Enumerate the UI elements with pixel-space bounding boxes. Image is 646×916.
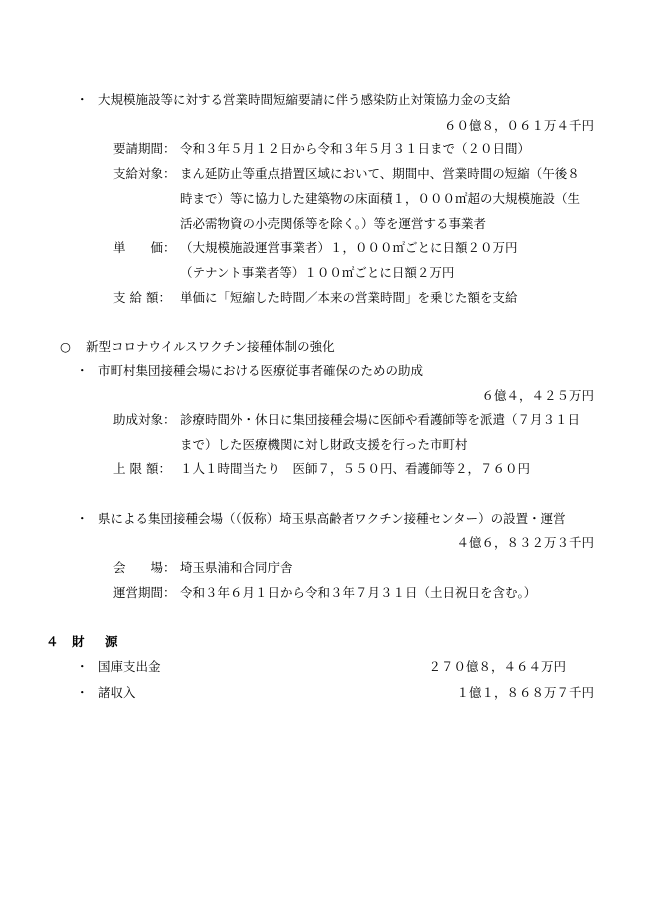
target-line: 活必需物資の小売関係等を除く。）等を運営する事業者 — [180, 216, 487, 231]
bullet: ・ — [76, 659, 89, 674]
limit-value: １人１時間当たり 医師７，５５０円、看護師等２，７６０円 — [180, 461, 531, 476]
target-line: まん延防止等重点措置区域において、期間中、営業時間の短縮（午後８ — [180, 166, 580, 181]
item-title-medical-staff: 市町村集団接種会場における医療従事者確保のための助成 — [98, 363, 424, 378]
subsidy-target-label: 助成対象： — [113, 412, 176, 427]
target-line: 時まで）等に協力した建築物の床面積１，０００㎡超の大規模施設（生 — [180, 191, 581, 206]
item-amount: ６億４，４２５万円 — [481, 388, 594, 403]
payment-value: 単価に「短縮した時間／本来の営業時間」を乗じた額を支給 — [180, 290, 518, 305]
item-amount: ４億６，８３２万３千円 — [456, 535, 594, 550]
unit-price-label: 単 価： — [113, 240, 176, 255]
period-value: 令和３年５月１２日から令和３年５月３１日まで（２０日間） — [180, 141, 531, 156]
payment-label: 支 給 額： — [113, 290, 171, 305]
subsidy-target-line: 診療時間外・休日に集団接種会場に医師や看護師等を派遣（７月３１日 — [180, 412, 581, 427]
item-title-vaccine-center: 県による集団接種会場（（仮称）埼玉県高齢者ワクチン接種センター）の設置・運営 — [98, 511, 566, 526]
bullet: ・ — [76, 511, 89, 526]
venue-value: 埼玉県浦和合同庁舎 — [180, 560, 293, 575]
operation-period-label: 運営期間： — [113, 585, 176, 600]
funding-label: 諸収入 — [98, 685, 136, 700]
limit-label: 上 限 額： — [113, 461, 171, 476]
circle-marker: ○ — [60, 339, 71, 354]
section-title-funding: 財 源 — [72, 634, 122, 649]
operation-period-value: 令和３年６月１日から令和３年７月３１日（土日祝日を含む。） — [180, 585, 537, 600]
unit-price-line: （テナント事業者等）１００㎡ごとに日額２万円 — [180, 265, 455, 280]
bullet: ・ — [76, 363, 89, 378]
bullet: ・ — [76, 685, 89, 700]
target-label: 支給対象： — [113, 166, 176, 181]
funding-label: 国庫支出金 — [98, 659, 161, 674]
period-label: 要請期間： — [113, 141, 176, 156]
item-amount: ６０億８，０６１万４千円 — [443, 118, 594, 133]
section-title-vaccine: 新型コロナウイルスワクチン接種体制の強化 — [86, 339, 335, 354]
funding-amount: １億１，８６８万７千円 — [456, 685, 594, 700]
venue-label: 会 場： — [113, 560, 176, 575]
subsidy-target-line: まで）した医療機関に対し財政支援を行った市町村 — [180, 437, 468, 452]
funding-amount: ２７０億８，４６４万円 — [428, 659, 566, 674]
item-title-kyoryokukin: 大規模施設等に対する営業時間短縮要請に伴う感染防止対策協力金の支給 — [98, 92, 511, 107]
bullet: ・ — [76, 92, 89, 107]
section-number: ４ — [46, 634, 59, 649]
unit-price-line: （大規模施設運営事業者）１，０００㎡ごとに日額２０万円 — [180, 240, 518, 255]
